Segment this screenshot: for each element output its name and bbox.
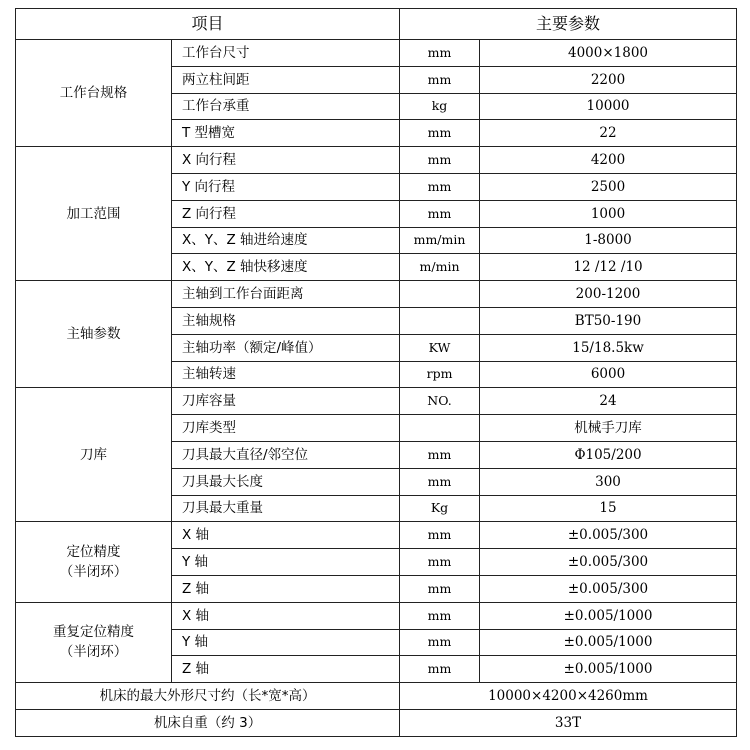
spec-value: ±0.005/1000: [480, 602, 737, 629]
spec-unit: rpm: [400, 361, 480, 388]
spec-value: 1-8000: [480, 227, 737, 254]
footer-row: [16, 683, 737, 710]
spec-item: 刀具最大重量: [172, 495, 400, 522]
table-row: [16, 147, 737, 174]
spec-unit: mm: [400, 549, 480, 576]
spec-value: 300: [480, 468, 737, 495]
group-name: [16, 281, 172, 388]
spec-item: X、Y、Z 轴快移速度: [172, 254, 400, 281]
spec-value: 2500: [480, 173, 737, 200]
spec-value: 22: [480, 120, 737, 147]
spec-unit: mm: [400, 40, 480, 67]
spec-unit: mm: [400, 173, 480, 200]
spec-unit: kg: [400, 93, 480, 120]
spec-value: 15/18.5kw: [480, 334, 737, 361]
spec-unit: [400, 415, 480, 442]
footer-label: 机床自重（约 3）: [16, 709, 400, 736]
footer-label: 机床的最大外形尺寸约（长*宽*高）: [16, 683, 400, 710]
spec-unit: [400, 307, 480, 334]
spec-item: X 轴: [172, 602, 400, 629]
spec-unit: mm: [400, 575, 480, 602]
spec-value: 1000: [480, 200, 737, 227]
spec-item: 主轴到工作台面距离: [172, 281, 400, 308]
spec-unit: mm: [400, 656, 480, 683]
table-header-row: [16, 9, 737, 40]
spec-value: 24: [480, 388, 737, 415]
spec-item: 刀具最大直径/邻空位: [172, 441, 400, 468]
spec-value: 4000×1800: [480, 40, 737, 67]
group-name-line: 刀库: [80, 446, 107, 463]
spec-item: 主轴规格: [172, 307, 400, 334]
spec-item: X 向行程: [172, 147, 400, 174]
group-name: [16, 602, 172, 682]
spec-item: Y 轴: [172, 549, 400, 576]
spec-item: 刀具最大长度: [172, 468, 400, 495]
spec-unit: mm: [400, 66, 480, 93]
spec-value: ±0.005/1000: [480, 656, 737, 683]
group-name-line: 定位精度: [66, 544, 121, 561]
group-name-line: 工作台规格: [59, 85, 128, 102]
spec-item: 工作台承重: [172, 93, 400, 120]
group-name: [16, 388, 172, 522]
spec-unit: mm: [400, 120, 480, 147]
spec-value: Φ105/200: [480, 441, 737, 468]
footer-value: 33T: [400, 709, 737, 736]
spec-item: Y 向行程: [172, 173, 400, 200]
spec-value: 10000: [480, 93, 737, 120]
group-name-line: （半闭环）: [59, 564, 128, 581]
spec-value: ±0.005/300: [480, 575, 737, 602]
spec-value: ±0.005/300: [480, 549, 737, 576]
spec-unit: mm: [400, 602, 480, 629]
spec-value: 12 /12 /10: [480, 254, 737, 281]
spec-item: 主轴转速: [172, 361, 400, 388]
spec-value: 6000: [480, 361, 737, 388]
spec-unit: Kg: [400, 495, 480, 522]
spec-unit: m/min: [400, 254, 480, 281]
table-row: [16, 40, 737, 67]
spec-unit: NO.: [400, 388, 480, 415]
spec-value: ±0.005/1000: [480, 629, 737, 656]
spec-value: 4200: [480, 147, 737, 174]
spec-item: 两立柱间距: [172, 66, 400, 93]
spec-item: Z 向行程: [172, 200, 400, 227]
header-params: 主要参数: [400, 9, 737, 40]
spec-item: Y 轴: [172, 629, 400, 656]
spec-unit: mm: [400, 629, 480, 656]
group-name: [16, 522, 172, 602]
spec-value: 200-1200: [480, 281, 737, 308]
spec-unit: mm: [400, 147, 480, 174]
header-item: 项目: [16, 9, 400, 40]
table-row: [16, 602, 737, 629]
spec-unit: mm: [400, 441, 480, 468]
group-name-line: 重复定位精度: [53, 624, 134, 641]
group-name-line: 加工范围: [66, 205, 121, 222]
spec-unit: [400, 281, 480, 308]
spec-value: BT50-190: [480, 307, 737, 334]
spec-item: X、Y、Z 轴进给速度: [172, 227, 400, 254]
spec-item: X 轴: [172, 522, 400, 549]
spec-item: 工作台尺寸: [172, 40, 400, 67]
table-row: [16, 388, 737, 415]
spec-item: 主轴功率（额定/峰值）: [172, 334, 400, 361]
group-name: [16, 40, 172, 147]
spec-item: 刀库容量: [172, 388, 400, 415]
group-name-line: （半闭环）: [59, 644, 128, 661]
table-row: [16, 281, 737, 308]
group-name-line: 主轴参数: [66, 326, 121, 343]
footer-row: [16, 709, 737, 736]
spec-value: 15: [480, 495, 737, 522]
spec-item: T 型槽宽: [172, 120, 400, 147]
spec-table: [15, 8, 737, 737]
group-name: [16, 147, 172, 281]
table-row: [16, 522, 737, 549]
spec-unit: mm: [400, 200, 480, 227]
spec-item: 刀库类型: [172, 415, 400, 442]
spec-unit: KW: [400, 334, 480, 361]
spec-item: Z 轴: [172, 575, 400, 602]
spec-item: Z 轴: [172, 656, 400, 683]
spec-unit: mm: [400, 522, 480, 549]
spec-value: 机械手刀库: [480, 415, 737, 442]
footer-value: 10000×4200×4260mm: [400, 683, 737, 710]
spec-unit: mm/min: [400, 227, 480, 254]
spec-value: ±0.005/300: [480, 522, 737, 549]
spec-value: 2200: [480, 66, 737, 93]
spec-unit: mm: [400, 468, 480, 495]
